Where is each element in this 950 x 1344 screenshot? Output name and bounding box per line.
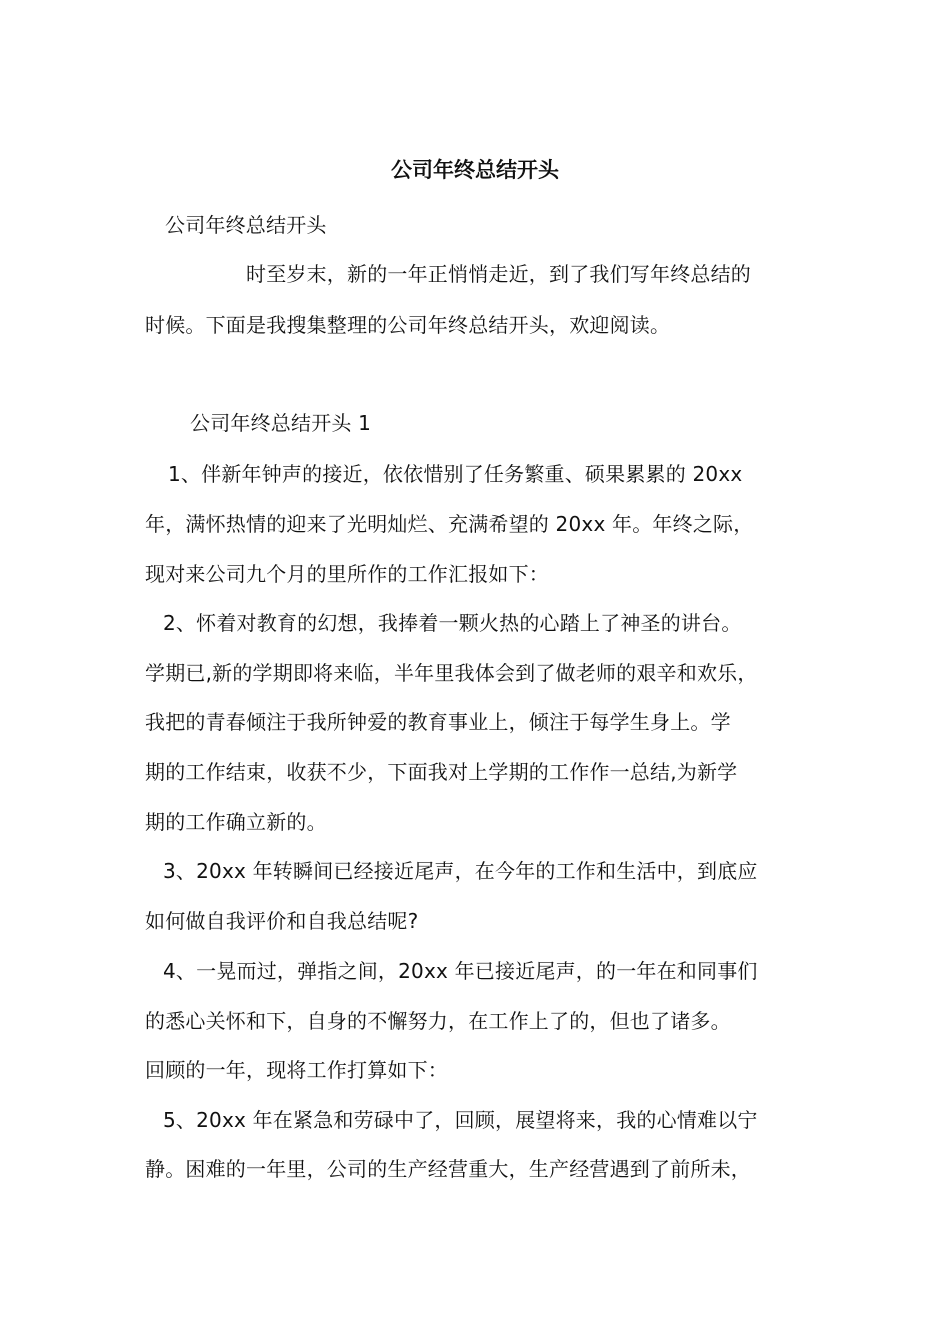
paragraph-4-line-1: 4、一晃而过，弹指之间，20xx 年已接近尾声，的一年在和同事们 xyxy=(163,959,758,983)
paragraph-2-line-3: 我把的青春倾注于我所钟爱的教育事业上，倾注于每学生身上。学 xyxy=(145,710,731,734)
paragraph-3-line-2: 如何做自我评价和自我总结呢? xyxy=(145,909,419,933)
paragraph-3-line-1: 3、20xx 年转瞬间已经接近尾声，在今年的工作和生活中，到底应 xyxy=(163,859,758,883)
paragraph-2-line-2: 学期已,新的学期即将来临，半年里我体会到了做老师的艰辛和欢乐， xyxy=(145,661,758,685)
paragraph-4-line-2: 的悉心关怀和下，自身的不懈努力，在工作上了的，但也了诸多。 xyxy=(145,1009,731,1033)
paragraph-4-line-3: 回顾的一年，现将工作打算如下： xyxy=(145,1058,448,1082)
paragraph-2-line-4: 期的工作结束，收获不少，下面我对上学期的工作作一总结,为新学 xyxy=(145,760,738,784)
paragraph-2-line-5: 期的工作确立新的。 xyxy=(145,810,327,834)
section-heading: 公司年终总结开头 1 xyxy=(190,411,372,435)
paragraph-2-line-1: 2、怀着对教育的幻想，我捧着一颗火热的心踏上了神圣的讲台。 xyxy=(163,611,742,635)
intro-line-1: 时至岁末，新的一年正悄悄走近，到了我们写年终总结的 xyxy=(246,262,751,286)
document-subtitle: 公司年终总结开头 xyxy=(165,213,327,237)
paragraph-1-line-2: 年，满怀热情的迎来了光明灿烂、充满希望的 20xx 年。年终之际， xyxy=(145,512,754,536)
intro-line-2: 时候。下面是我搜集整理的公司年终总结开头，欢迎阅读。 xyxy=(145,313,671,337)
paragraph-5-line-1: 5、20xx 年在紧急和劳碌中了，回顾，展望将来，我的心情难以宁 xyxy=(163,1108,758,1132)
document-title: 公司年终总结开头 xyxy=(391,158,559,182)
paragraph-5-line-2: 静。困难的一年里，公司的生产经营重大，生产经营遇到了前所未， xyxy=(145,1157,751,1181)
paragraph-1-line-1: 1、伴新年钟声的接近，依依惜别了任务繁重、硕果累累的 20xx xyxy=(168,462,743,486)
paragraph-1-line-3: 现对来公司九个月的里所作的工作汇报如下： xyxy=(145,562,549,586)
